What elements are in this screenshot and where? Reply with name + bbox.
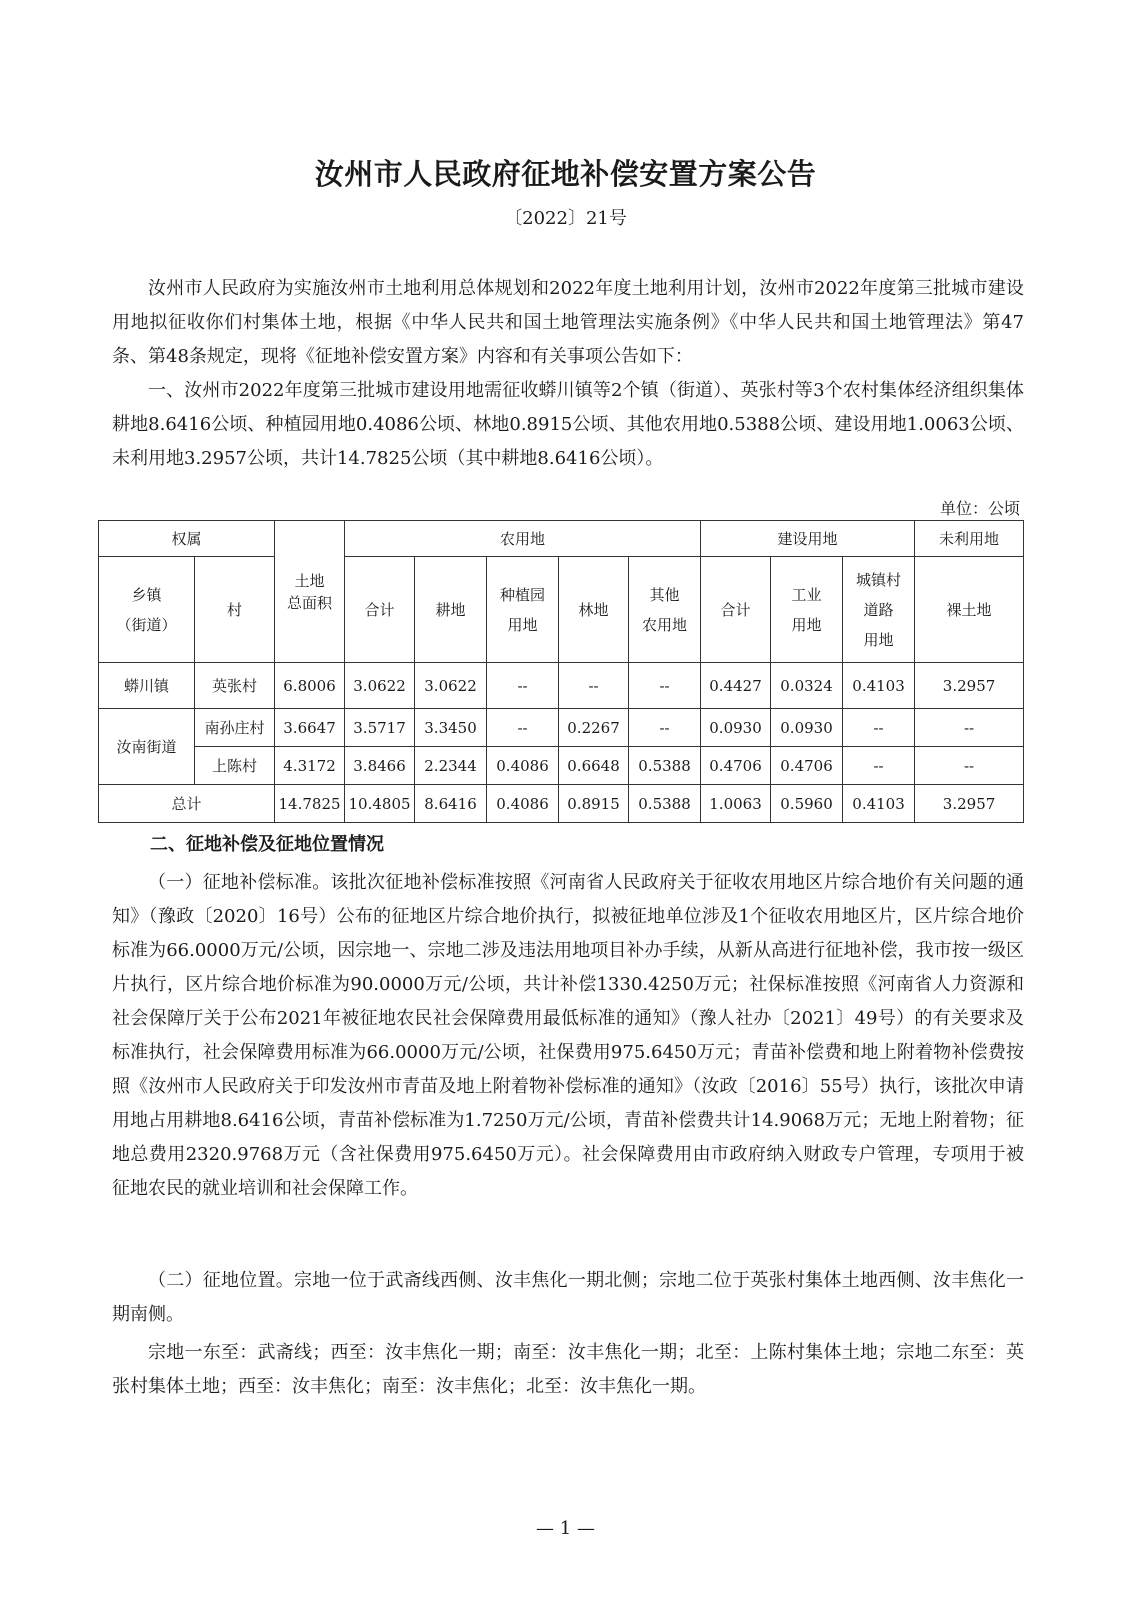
item1-paragraph: 一、汝州市2022年度第三批城市建设用地需征收蟒川镇等2个镇（街道）、英张村等3个农村集体经济组织集体耕地8.6416公顷、种植园用地0.4086公顷、林地0.8915公顷、其他农用地0.5388公顷、建设用地1.0063公顷、未利用地3.2957公顷，共计14.7825公顷（其中耕地8.6416公顷）。 bbox=[112, 380, 1024, 469]
cell-value: 6.8006 bbox=[275, 663, 345, 709]
cell-value: -- bbox=[487, 709, 559, 747]
cell-total-label: 总计 bbox=[99, 785, 275, 823]
header-agri-sum: 合计 bbox=[345, 557, 415, 663]
section2-heading: 二、征地补偿及征地位置情况 bbox=[150, 834, 384, 855]
cell-value: 3.2957 bbox=[915, 663, 1024, 709]
table-row bbox=[99, 709, 1024, 747]
header-agricultural: 农用地 bbox=[345, 521, 701, 557]
cell-value: 0.4103 bbox=[843, 663, 915, 709]
header-other-agri: 其他 农用地 bbox=[629, 557, 701, 663]
cell-value: 3.0622 bbox=[415, 663, 487, 709]
cell-value: 0.4706 bbox=[771, 747, 843, 785]
cell-value: 4.3172 bbox=[275, 747, 345, 785]
cell-town: 蟒川镇 bbox=[99, 663, 195, 709]
cell-value: 3.5717 bbox=[345, 709, 415, 747]
cell-value: -- bbox=[915, 747, 1024, 785]
cell-total-value: 0.5960 bbox=[771, 785, 843, 823]
cell-value: -- bbox=[629, 709, 701, 747]
cell-total-value: 0.8915 bbox=[559, 785, 629, 823]
cell-value: 3.3450 bbox=[415, 709, 487, 747]
table-header-row-1 bbox=[99, 521, 1024, 557]
cell-village: 英张村 bbox=[195, 663, 275, 709]
cell-total-value: 10.4805 bbox=[345, 785, 415, 823]
table-header-row-2 bbox=[99, 557, 1024, 663]
cell-total-value: 8.6416 bbox=[415, 785, 487, 823]
header-total-area: 土地 总面积 bbox=[275, 521, 345, 663]
cell-value: 2.2344 bbox=[415, 747, 487, 785]
cell-village: 南孙庄村 bbox=[195, 709, 275, 747]
cell-value: -- bbox=[559, 663, 629, 709]
cell-value: 0.6648 bbox=[559, 747, 629, 785]
cell-total-value: 0.5388 bbox=[629, 785, 701, 823]
boundary-paragraph: 宗地一东至：武斋线；西至：汝丰焦化一期；南至：汝丰焦化一期；北至：上陈村集体土地；宗地二东至：英张村集体土地；西至：汝丰焦化；南至：汝丰焦化；北至：汝丰焦化一期。 bbox=[112, 1342, 1024, 1397]
cell-value: 0.0930 bbox=[771, 709, 843, 747]
cell-value: 0.2267 bbox=[559, 709, 629, 747]
cell-value: -- bbox=[843, 747, 915, 785]
compensation-paragraph: （一）征地补偿标准。该批次征地补偿标准按照《河南省人民政府关于征收农用地区片综合地价有关问题的通知》（豫政〔2020〕16号）公布的征地区片综合地价执行，拟被征地单位涉及1个征收农用地区片，区片综合地价标准为66.0000万元/公顷，因宗地一、宗地二涉及违法用地项目补办手续，从新从高进行征地补偿，我市按一级区片执行，区片综合地价标准为90.0000万元/公顷，共计补偿1330.4250万元；社保标准按照《河南省人力资源和社会保障厅关于公布2021年被征地农民社会保障费用最低标准的通知》（豫人社办〔2021〕49号）的有关要求及标准执行，社会保障费用标准为66.0000万元/公顷，社保费用975.6450万元；青苗补偿费和地上附着物补偿费按照《汝州市人民政府关于印发汝州市青苗及地上附着物补偿标准的通知》（汝政〔2016〕55号）执行，该批次申请用地占用耕地8.6416公顷，青苗补偿标准为1.7250万元/公顷，青苗补偿费共计14.9068万元；无地上附着物；征地总费用2320.9768万元（含社保费用975.6450万元）。社会保障费用由市政府纳入财政专户管理，专项用于被征地农民的就业培训和社会保障工作。 bbox=[112, 872, 1024, 1199]
cell-total-value: 0.4086 bbox=[487, 785, 559, 823]
header-orchard: 种植园 用地 bbox=[487, 557, 559, 663]
header-ownership: 权属 bbox=[99, 521, 275, 557]
cell-total-value: 0.4103 bbox=[843, 785, 915, 823]
location-paragraph: （二）征地位置。宗地一位于武斋线西侧、汝丰焦化一期北侧；宗地二位于英张村集体土地西侧、汝丰焦化一期南侧。 bbox=[112, 1270, 1024, 1325]
cell-value: 0.5388 bbox=[629, 747, 701, 785]
cell-value: 0.4706 bbox=[701, 747, 771, 785]
cell-value: -- bbox=[629, 663, 701, 709]
header-road: 城镇村 道路 用地 bbox=[843, 557, 915, 663]
document-number: 〔2022〕21号 bbox=[504, 208, 627, 229]
header-industrial: 工业 用地 bbox=[771, 557, 843, 663]
cell-value: -- bbox=[843, 709, 915, 747]
cell-value: 0.0930 bbox=[701, 709, 771, 747]
header-farmland: 耕地 bbox=[415, 557, 487, 663]
page-number: — 1 — bbox=[536, 1518, 595, 1539]
cell-town: 汝南街道 bbox=[99, 709, 195, 785]
cell-village: 上陈村 bbox=[195, 747, 275, 785]
table-total-row bbox=[99, 785, 1024, 823]
table-row bbox=[99, 747, 1024, 785]
header-constr-sum: 合计 bbox=[701, 557, 771, 663]
cell-value: 0.4086 bbox=[487, 747, 559, 785]
header-village: 村 bbox=[195, 557, 275, 663]
cell-total-value: 3.2957 bbox=[915, 785, 1024, 823]
header-construction: 建设用地 bbox=[701, 521, 915, 557]
table-row bbox=[99, 663, 1024, 709]
header-town: 乡镇 （街道） bbox=[99, 557, 195, 663]
land-table bbox=[98, 520, 1024, 823]
cell-total-value: 14.7825 bbox=[275, 785, 345, 823]
cell-value: 3.0622 bbox=[345, 663, 415, 709]
header-bare: 裸土地 bbox=[915, 557, 1024, 663]
cell-value: 0.4427 bbox=[701, 663, 771, 709]
unit-label: 单位：公顷 bbox=[939, 499, 1020, 518]
intro-paragraph: 汝州市人民政府为实施汝州市土地利用总体规划和2022年度土地利用计划，汝州市2022年度第三批城市建设用地拟征收你们村集体土地，根据《中华人民共和国土地管理法实施条例》《中华人民共和国土地管理法》第47条、第48条规定，现将《征地补偿安置方案》内容和有关事项公告如下： bbox=[112, 278, 1024, 367]
cell-value: 3.6647 bbox=[275, 709, 345, 747]
header-forest: 林地 bbox=[559, 557, 629, 663]
cell-value: 3.8466 bbox=[345, 747, 415, 785]
document-title: 汝州市人民政府征地补偿安置方案公告 bbox=[314, 157, 817, 191]
cell-value: 0.0324 bbox=[771, 663, 843, 709]
cell-total-value: 1.0063 bbox=[701, 785, 771, 823]
header-unused: 未利用地 bbox=[915, 521, 1024, 557]
cell-value: -- bbox=[915, 709, 1024, 747]
cell-value: -- bbox=[487, 663, 559, 709]
